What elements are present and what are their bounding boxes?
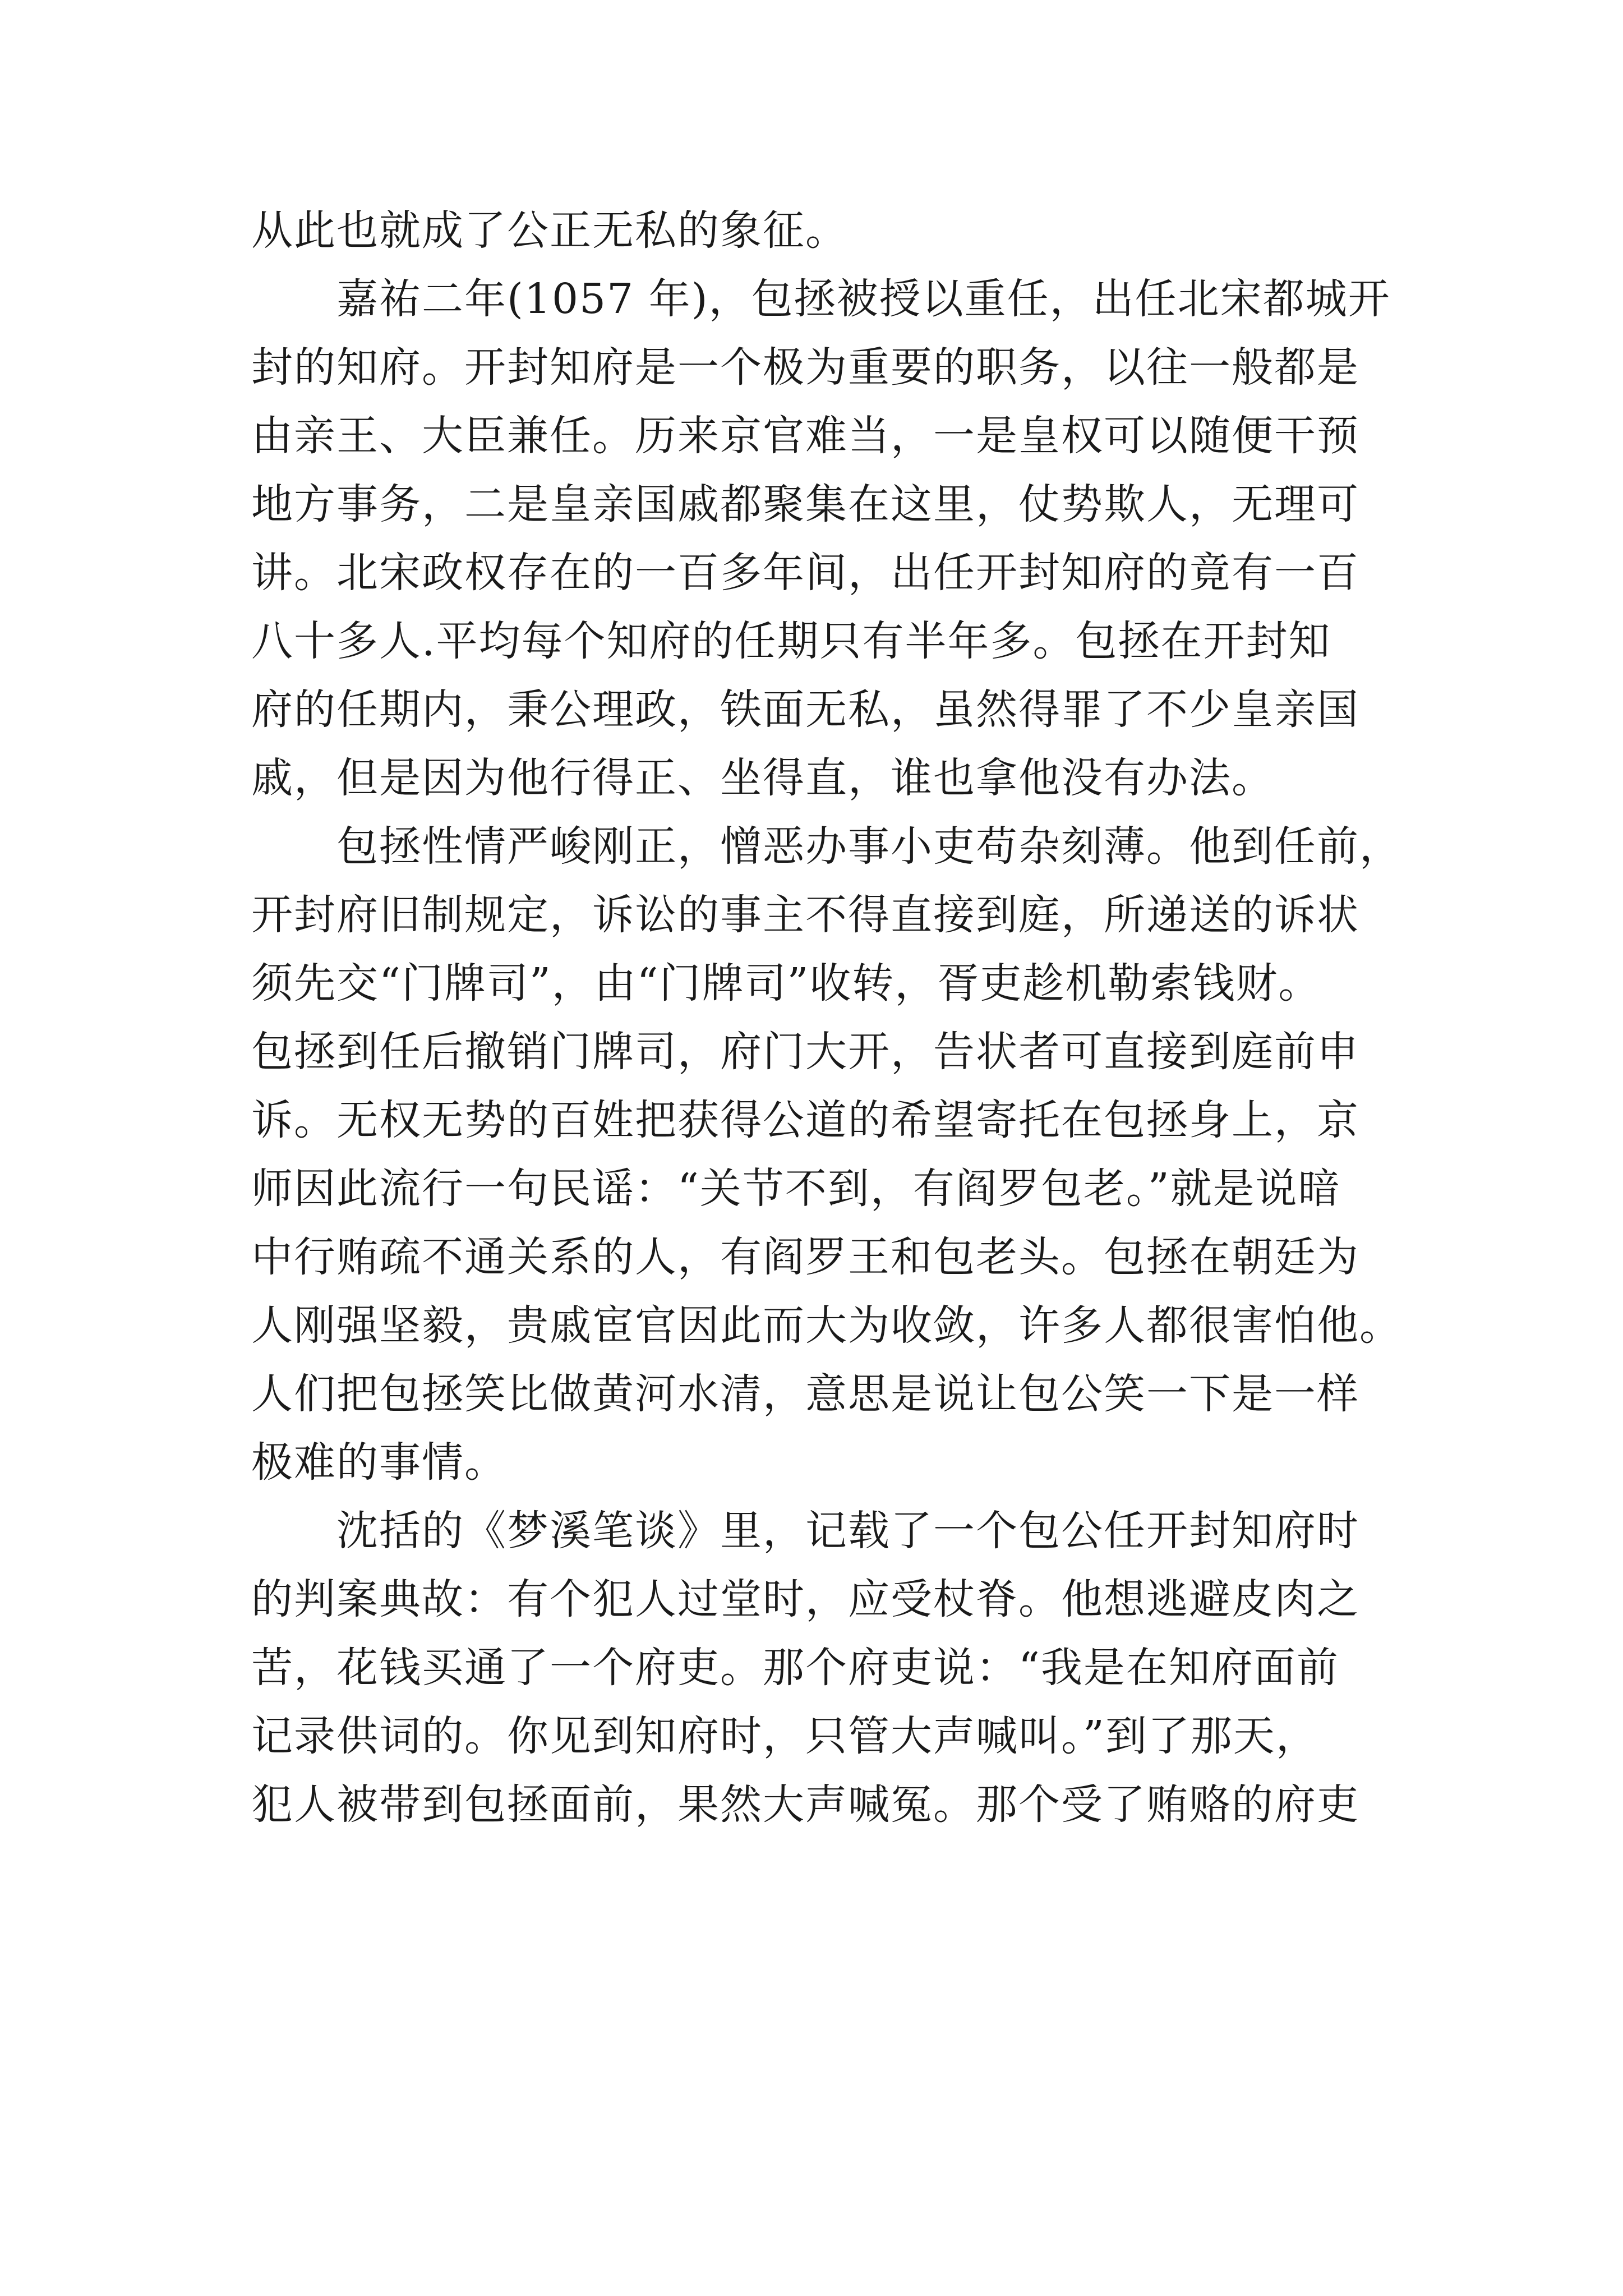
text-line: 地方事务，二是皇亲国戚都聚集在这里，仗势欺人，无理可 [251, 480, 1359, 528]
text-line: 从此也就成了公正无私的象征。 [251, 206, 848, 255]
paragraph-first-line: 沈括的《梦溪笔谈》里，记载了一个包公任开封知府时 [336, 1507, 1359, 1555]
body-text [251, 196, 1407, 1839]
text-line: 讲。北宋政权存在的一百多年间，出任开封知府的竟有一百 [251, 549, 1359, 597]
text-line: 府的任期内，秉公理政，铁面无私，虽然得罪了不少皇亲国 [251, 685, 1359, 734]
text-line: 苦，花钱买通了一个府吏。那个府吏说：“我是在知府面前 [251, 1644, 1339, 1692]
text-line: 包拯到任后撤销门牌司，府门大开，告状者可直接到庭前申 [251, 1028, 1359, 1076]
text-line: 记录供词的。你见到知府时，只管大声喊叫。”到了那天， [251, 1712, 1318, 1760]
text-line: 师因此流行一句民谣：“关节不到，有阎罗包老。”就是说暗 [251, 1165, 1341, 1213]
text-line: 开封府旧制规定，诉讼的事主不得直接到庭，所递送的诉状 [251, 891, 1359, 939]
text-line: 八十多人.平均每个知府的任期只有半年多。包拯在开封知 [251, 617, 1331, 665]
text-line: 的判案典故：有个犯人过堂时，应受杖脊。他想逃避皮肉之 [251, 1575, 1359, 1623]
text-line: 诉。无权无势的百姓把获得公道的希望寄托在包拯身上，京 [251, 1096, 1359, 1144]
text-line: 戚，但是因为他行得正、坐得直，谁也拿他没有办法。 [251, 754, 1274, 802]
text-line: 人刚强坚毅，贵戚宦官因此而大为收敛，许多人都很害怕他。 [251, 1301, 1402, 1350]
text-line: 封的知府。开封知府是一个极为重要的职务，以往一般都是 [251, 343, 1359, 392]
text-line: 由亲王、大臣兼任。历来京官难当，一是皇权可以随便干预 [251, 412, 1359, 460]
text-line: 犯人被带到包拯面前，果然大声喊冤。那个受了贿赂的府吏 [251, 1780, 1359, 1829]
text-line: 中行贿疏不通关系的人，有阎罗王和包老头。包拯在朝廷为 [251, 1233, 1359, 1281]
paragraph-first-line: 包拯性情严峻刚正，憎恶办事小吏苟杂刻薄。他到任前， [336, 822, 1402, 871]
paragraph-first-line: 嘉祐二年(1057 年)，包拯被授以重任，出任北宋都城开 [336, 275, 1391, 323]
text-line: 极难的事情。 [251, 1438, 507, 1487]
text-line: 人们把包拯笑比做黄河水清，意思是说让包公笑一下是一样 [251, 1370, 1359, 1418]
text-line: 须先交“门牌司”，由“门牌司”收转，胥吏趁机勒索钱财。 [251, 959, 1321, 1007]
